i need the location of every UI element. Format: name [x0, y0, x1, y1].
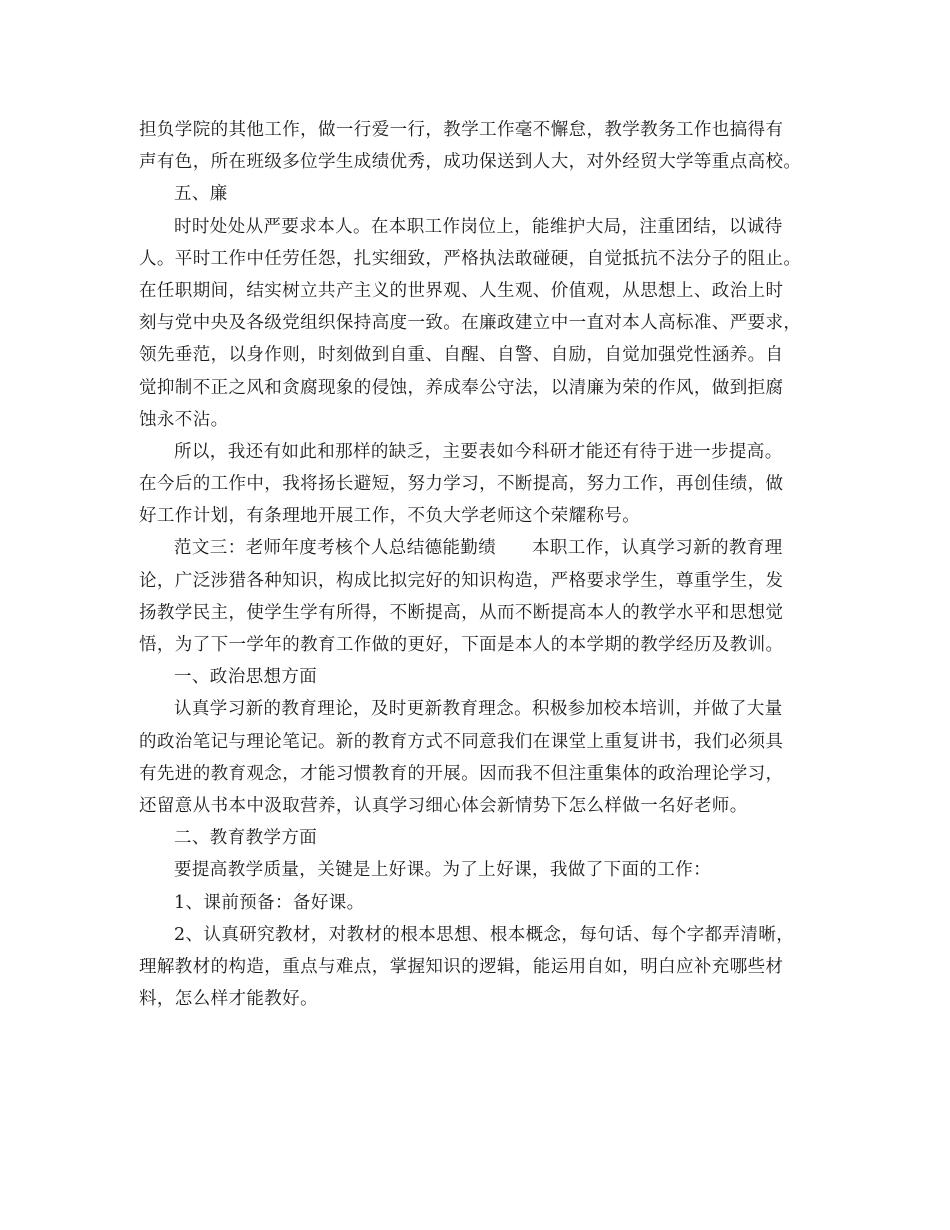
text-line: 觉抑制不正之风和贪腐现象的侵蚀，养成奉公守法，以清廉为荣的作风，做到拒腐 [139, 377, 784, 398]
text-line: 扬教学民主，使学生学有所得，不断提高，从而不断提高本人的教学水平和思想觉 [139, 602, 784, 623]
text-line: 论，广泛涉猎各种知识，构成比拟完好的知识构造，严格要求学生，尊重学生，发 [139, 570, 784, 591]
text-line: 担负学院的其他工作，做一行爱一行，教学工作毫不懈怠，教学教务工作也搞得有 [139, 120, 784, 140]
text-line: 料，怎么样才能教好。 [139, 989, 318, 1010]
text-line: 声有色，所在班级多位学生成绩优秀，成功保送到人大，对外经贸大学等重点高校。 [139, 152, 802, 173]
text-line: 刻与党中央及各级党组织保持高度一致。在廉政建立中一直对本人高标准、严要求， [139, 313, 802, 334]
text-line: 1、课前预备：备好课。 [174, 892, 365, 913]
text-line: 理解教材的构造，重点与难点，掌握知识的逻辑，能运用自如，明白应补充哪些材 [139, 956, 784, 977]
text-line: 在任职期间，结实树立共产主义的世界观、人生观、价值观，从思想上、政治上时 [139, 280, 784, 301]
text-line: 领先垂范，以身作则，时刻做到自重、自醒、自警、自励，自觉加强党性涵养。自 [139, 345, 784, 366]
text-line: 认真学习新的教育理论，及时更新教育理念。积极参加校本培训，并做了大量 [174, 699, 783, 720]
text-line: 悟，为了下一学年的教育工作做的更好，下面是本人的本学期的教学经历及教训。 [139, 635, 784, 655]
text-line: 有先进的教育观念，才能习惯教育的开展。因而我不但注重集体的政治理论学习， [139, 763, 784, 784]
text-line: 所以，我还有如此和那样的缺乏，主要表如今科研才能还有待于进一步提高。 [174, 441, 783, 462]
text-line: 好工作计划，有条理地开展工作，不负大学老师这个荣耀称号。 [139, 506, 641, 527]
text-line: 要提高教学质量，关键是上好课。为了上好课，我做了下面的工作： [174, 860, 711, 881]
document-body [139, 114, 815, 1015]
text-line: 范文三：老师年度考核个人总结德能勤绩 本职工作，认真学习新的教育理 [174, 538, 783, 559]
section-heading: 五、廉 [174, 184, 228, 205]
text-line: 2、认真研究教材，对教材的根本思想、根本概念，每句话、每个字都弄清晰， [174, 924, 795, 945]
text-line: 蚀永不沾。 [139, 409, 229, 430]
text-line: 还留意从书本中汲取营养，认真学习细心体会新情势下怎么样做一名好老师。 [139, 795, 748, 816]
section-heading: 一、政治思想方面 [174, 667, 318, 688]
text-line: 在今后的工作中，我将扬长避短，努力学习，不断提高，努力工作，再创佳绩，做 [139, 474, 784, 495]
text-line: 的政治笔记与理论笔记。新的教育方式不同意我们在课堂上重复讲书，我们必须具 [139, 731, 784, 752]
text-line: 人。平时工作中任劳任怨，扎实细致，严格执法敢碰硬，自觉抵抗不法分子的阻止。 [139, 248, 802, 269]
section-heading: 二、教育教学方面 [174, 828, 318, 849]
text-line: 时时处处从严要求本人。在本职工作岗位上，能维护大局，注重团结，以诚待 [174, 216, 783, 237]
